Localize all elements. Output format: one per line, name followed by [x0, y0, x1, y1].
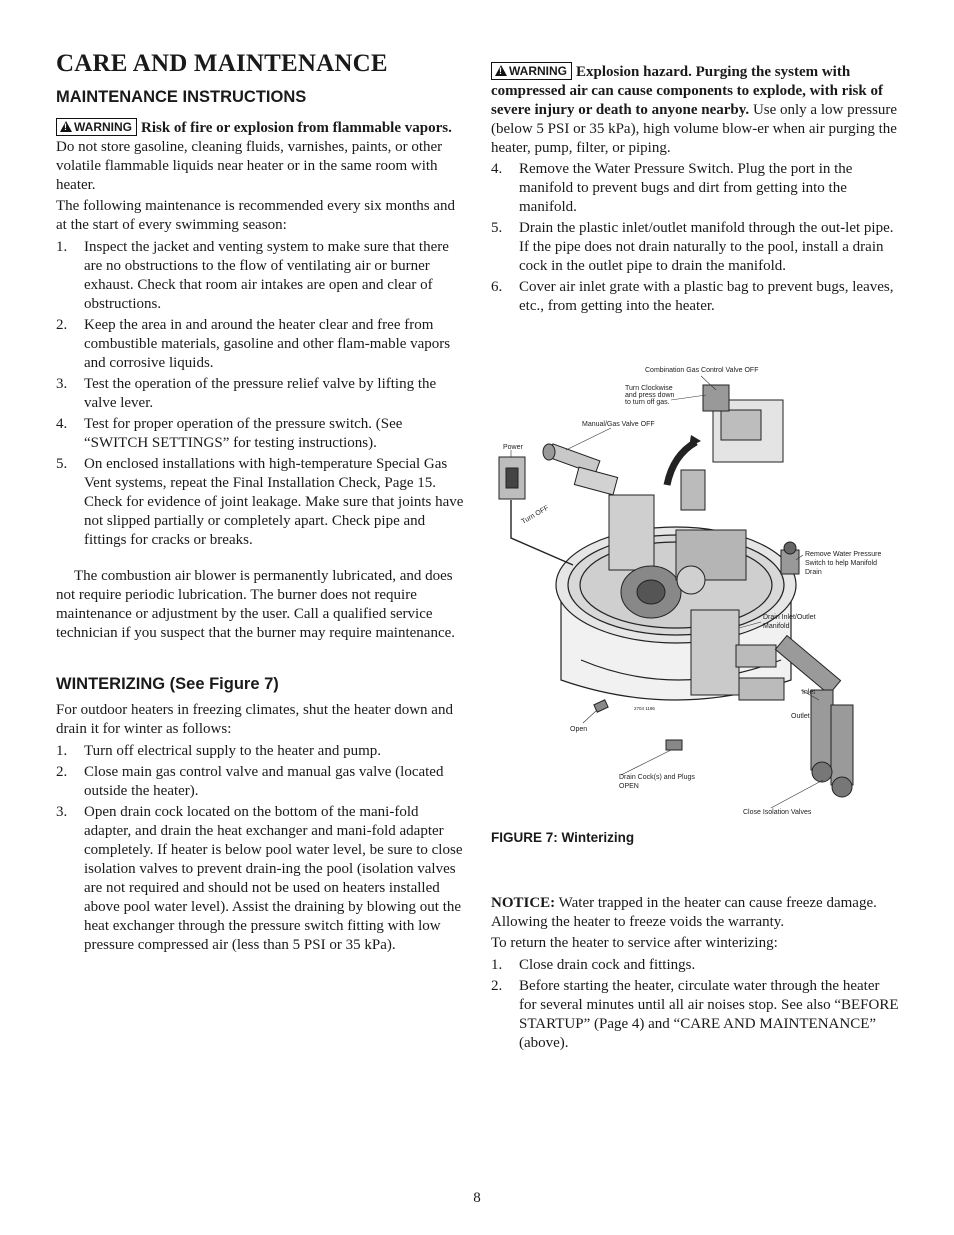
- winterizing-list-continued: [491, 160, 900, 316]
- warning-badge: !WARNING: [491, 62, 572, 80]
- winterizing-list: [56, 742, 464, 955]
- warning-triangle-icon: [60, 121, 72, 132]
- page-title: CARE AND MAINTENANCE: [56, 50, 388, 77]
- label-inlet: Inlet: [802, 689, 816, 696]
- label-drain-cock-2: OPEN: [619, 783, 639, 790]
- winterizing-heading: WINTERIZING (See Figure 7): [56, 675, 279, 693]
- warning-badge: !WARNING: [56, 118, 137, 136]
- label-turn-off: Turn OFF: [520, 504, 551, 526]
- maintenance-intro: The following maintenance is recommended every six months and at the start of every swimming season:: [56, 198, 456, 233]
- label-turn-clockwise-3: to turn off gas.: [625, 399, 670, 406]
- list-item: 5. Drain the plastic inlet/outlet manifold through the out-let pipe. If the pipe does not drain naturally to the pool, install a drain cock in the outlet pipe to drain the manifold.: [491, 220, 894, 274]
- label-combo-valve: Combination Gas Control Valve OFF: [645, 367, 759, 374]
- list-item: 1. Turn off electrical supply to the heater and pump.: [56, 743, 382, 759]
- warning-triangle-icon: [495, 65, 507, 76]
- list-item: 1. Close drain cock and fittings.: [491, 957, 696, 973]
- list-item: 6. Cover air inlet grate with a plastic bag to prevent bugs, leaves, etc., from getting into the heater.: [491, 279, 894, 314]
- return-list: [491, 956, 900, 1053]
- maintenance-list: [56, 238, 464, 550]
- winterizing-diagram: [491, 360, 891, 825]
- explosion-warning: !WARNING Explosion hazard. Purging the system with compressed air can cause components to explode, with risk of severe injury or death to anyone nearby. Use only a low pressure (below 5 PSI or 35 kPa), high volume blow-er when air purging the heater, pump, filter, or piping.: [491, 62, 900, 158]
- label-outlet: Outlet: [791, 713, 810, 720]
- list-item: 3. Open drain cock located on the bottom of the mani-fold adapter, and drain the heat exchanger and mani-fold adapter completely. If heater is below pool water level, be sure to close isolation valves to prevent drain-ing the pool (isolation valves are not required and should not be used on heaters installed above pool water level). Assist the draining by blowing out the heat exchanger through the pressure switch fitting with low pressure compressed air (less than 5 PSI or 35 kPa).: [56, 804, 463, 953]
- list-item: 1. Inspect the jacket and venting system to make sure that there are no obstructions to the flow of ventilating air or burner exhaust. Check that room air intakes are open and clear of obstructions.: [56, 239, 449, 312]
- list-item: 5. On enclosed installations with high-temperature Special Gas Vent systems, repeat the Final Installation Check, Page 15. Check for evidence of joint leakage. Make sure that joints have not slipped partially or completely apart. Check pipe and fittings for cracks or breaks.: [56, 456, 464, 548]
- notice-paragraph: NOTICE: Water trapped in the heater can cause freeze damage. Allowing the heater to freeze voids the warranty.: [491, 895, 877, 930]
- winterizing-intro: For outdoor heaters in freezing climates, shut the heater down and drain it for winter as follows:: [56, 702, 453, 737]
- list-item: 3. Test the operation of the pressure relief valve by lifting the valve lever.: [56, 376, 437, 411]
- label-remove-switch-3: Drain: [805, 569, 822, 576]
- manual-gas-valve: [543, 444, 618, 495]
- list-item: 4. Remove the Water Pressure Switch. Plug the port in the manifold to prevent bugs and dirt from getting into the manifold.: [491, 161, 853, 215]
- label-open: Open: [570, 726, 588, 733]
- figure-caption: FIGURE 7: Winterizing: [491, 830, 635, 845]
- list-item: 2. Keep the area in and around the heater clear and free from combustible materials, gasoline and other flam-mable vapors and corrosive liquids.: [56, 317, 451, 371]
- list-item: 2. Close main gas control valve and manual gas valve (located outside the heater).: [56, 764, 444, 799]
- maintenance-warning: !WARNING Risk of fire or explosion from flammable vapors. Do not store gasoline, cleaning fluids, varnishes, paints, or other volatile flammable liquids near heater or in the same room with heater.: [56, 118, 464, 195]
- label-part-number: 2704 1196: [634, 706, 655, 711]
- label-drain-cock: Drain Cock(s) and Plugs: [619, 774, 695, 781]
- label-power: Power: [503, 444, 523, 451]
- label-turn-clockwise-2: and press down: [625, 392, 675, 399]
- blower-paragraph: The combustion air blower is permanently lubricated, and does not require periodic lubrication. The burner does not require maintenance or adjustment by the user. Call a qualified service technician if you suspect that the burner may require maintenance.: [56, 568, 456, 641]
- maintenance-heading: MAINTENANCE INSTRUCTIONS: [56, 88, 307, 106]
- return-intro: To return the heater to service after winterizing:: [491, 935, 778, 951]
- page-number: 8: [473, 1190, 481, 1206]
- label-drain-manifold: Drain Inlet/Outlet: [763, 614, 816, 621]
- label-manual-valve: Manual/Gas Valve OFF: [582, 421, 655, 428]
- water-pressure-switch: [781, 542, 799, 574]
- list-item: 2. Before starting the heater, circulate water through the heater for several minutes until all air noises stop. See also “BEFORE STARTUP” (Page 4) and “CARE AND MAINTENANCE” (above).: [491, 978, 899, 1051]
- gas-control-valve: [681, 385, 783, 510]
- label-remove-switch: Remove Water Pressure: [805, 551, 882, 558]
- label-drain-manifold-2: Manifold: [763, 623, 790, 630]
- label-isolation: Close Isolation Valves: [743, 809, 812, 816]
- label-turn-clockwise: Turn Clockwise: [625, 385, 673, 392]
- label-remove-switch-2: Switch to help Manifold: [805, 560, 877, 567]
- list-item: 4. Test for proper operation of the pressure switch. (See “SWITCH SETTINGS” for testing instructions).: [56, 416, 403, 451]
